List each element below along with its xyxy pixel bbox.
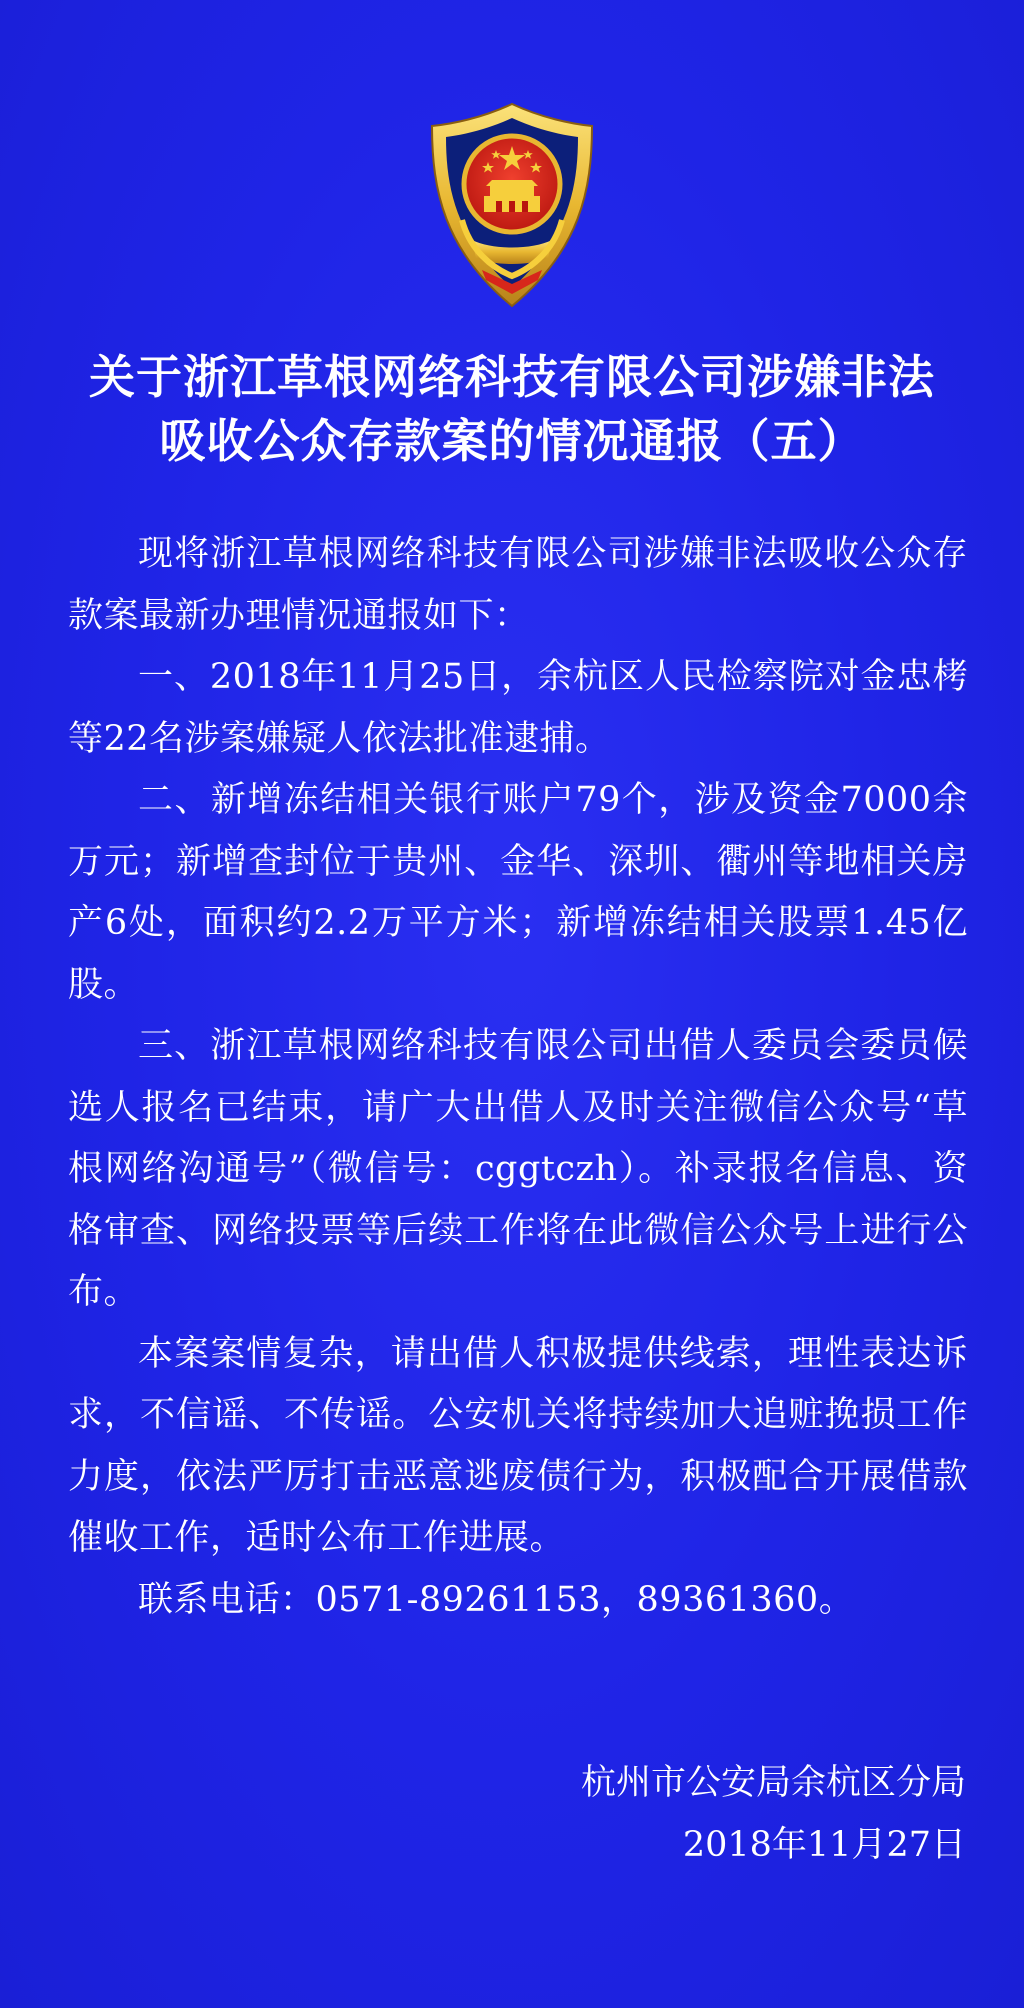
title-line-2: 吸收公众存款案的情况通报（五） bbox=[159, 414, 865, 468]
paragraph-item-3: 三、浙江草根网络科技有限公司出借人委员会委员候选人报名已结束，请广大出借人及时关注微信公众号“草根网络沟通号”（微信号：cggtczh）。补录报名信息、资格审查、网络投票等后续工作将在此微信公众号上进行公布。 bbox=[68, 1026, 968, 1312]
paragraph-appeal: 本案案情复杂，请出借人积极提供线索，理性表达诉求，不信谣、不传谣。公安机关将持续加大追赃挽损工作力度，依法严厉打击恶意逃废债行为，积极配合开展借款催收工作，适时公布工作进展。 bbox=[68, 1333, 968, 1558]
paragraph-item-2: 二、新增冻结相关银行账户79个，涉及资金7000余万元；新增查封位于贵州、金华、深圳、衢州等地相关房产6处，面积约2.2万平方米；新增冻结相关股票1.45亿股。 bbox=[68, 780, 968, 1005]
issuer-org: 杭州市公安局余杭区分局 bbox=[580, 1763, 966, 1803]
document-title bbox=[0, 345, 1024, 473]
issue-date: 2018年11月27日 bbox=[682, 1825, 966, 1865]
police-emblem-icon bbox=[422, 100, 602, 310]
paragraph-item-1: 一、2018年11月25日，余杭区人民检察院对金忠栲等22名涉案嫌疑人依法批准逮捕。 bbox=[68, 657, 968, 759]
paragraph-contact: 联系电话：0571-89261153，89361360。 bbox=[138, 1579, 855, 1620]
paragraph-intro: 现将浙江草根网络科技有限公司涉嫌非法吸收公众存款案最新办理情况通报如下： bbox=[68, 534, 968, 636]
title-line-1: 关于浙江草根网络科技有限公司涉嫌非法 bbox=[89, 350, 935, 404]
notice-body bbox=[68, 524, 968, 1631]
